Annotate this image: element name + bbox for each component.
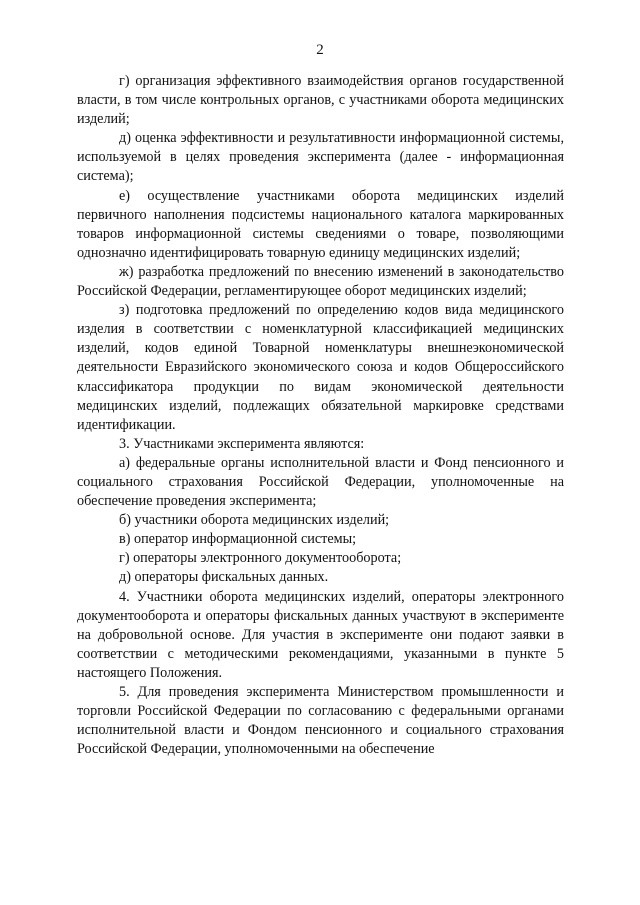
document-body: [77, 72, 564, 759]
paragraph-item-g2: г) операторы электронного документооборота;: [119, 550, 402, 567]
section-4-paragraph: 4. Участники оборота медицинских изделий, операторы электронного документооборота и операторы фискальных данных участвуют в эксперименте на добровольной основе. Для участия в эксперименте они подают заявки в соответствии с методическими рекомендациями, указанными в пункте 5 настоящего Положения.: [77, 588, 564, 681]
section-5-paragraph: 5. Для проведения эксперимента Министерством промышленности и торговли Российской Федерации по согласованию с федеральными органами исполнительной власти и Фондом пенсионного и социального страхования Российской Федерации, уполномоченными на обеспечение: [77, 684, 564, 758]
paragraph-item-e: е) осуществление участниками оборота медицинских изделий первичного наполнения подсистемы национального каталога маркированных товаров информационной системы сведениями о товаре, позволяющими однозначно идентифицировать товарную единицу медицинских изделий;: [77, 187, 564, 261]
section-3-heading: 3. Участниками эксперимента являются:: [119, 435, 365, 452]
paragraph-item-g: г) организация эффективного взаимодействия органов государственной власти, в том числе контрольных органов, с участниками оборота медицинских изделий;: [77, 73, 564, 128]
paragraph-item-b: б) участники оборота медицинских изделий;: [119, 512, 390, 529]
paragraph-item-d2: д) операторы фискальных данных.: [119, 569, 329, 586]
paragraph-item-zh: ж) разработка предложений по внесению изменений в законодательство Российской Федерации, регламентирующее оборот медицинских изделий;: [77, 263, 564, 300]
paragraph-item-a: а) федеральные органы исполнительной власти и Фонд пенсионного и социального страхования Российской Федерации, уполномоченные на обеспечение проведения эксперимента;: [77, 454, 564, 510]
paragraph-item-z: з) подготовка предложений по определению кодов вида медицинского изделия в соответствии с номенклатурной классификацией медицинских изделий, кодов единой Товарной номенклатуры внешнеэкономической деятельности Евразийского экономического союза и кодов Общероссийского классификатора продукции по видам экономической деятельности медицинских изделий, подлежащих обязательной маркировке средствами идентификации.: [77, 302, 564, 433]
page-number: 2: [316, 42, 324, 58]
paragraph-item-v: в) оператор информационной системы;: [119, 531, 357, 548]
paragraph-item-d: д) оценка эффективности и результативности информационной системы, используемой в целях проведения эксперимента (далее - информационная система);: [77, 130, 564, 185]
